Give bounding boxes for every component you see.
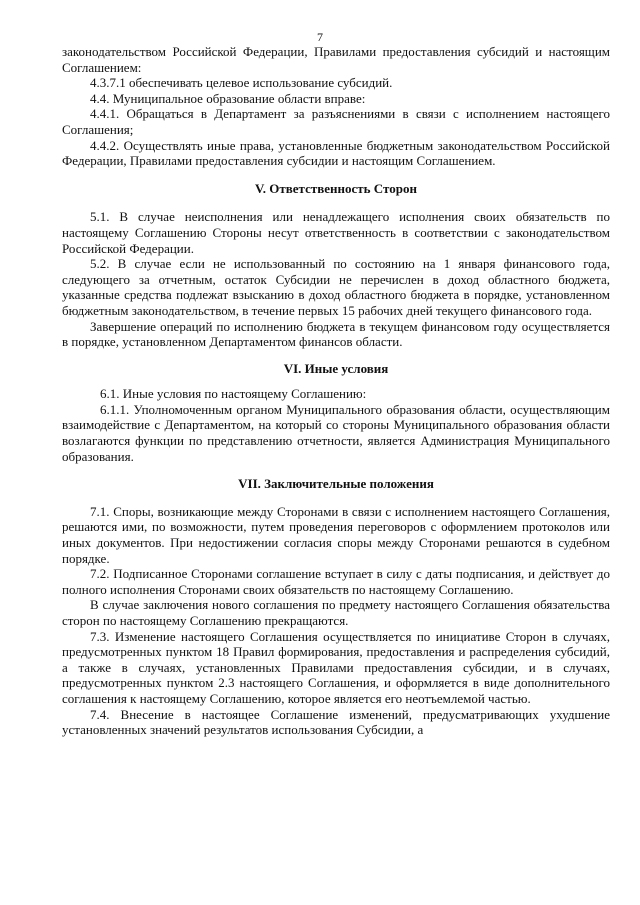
paragraph-7-4: 7.4. Внесение в настоящее Соглашение изменений, предусматривающих ухудшение установленных значений результатов использования Субсидии, а <box>62 706 610 738</box>
page-number: 7 <box>317 30 323 44</box>
section-6-title: VI. Иные условия <box>283 360 389 376</box>
paragraph-4-3-7-1: 4.3.7.1 обеспечивать целевое использование субсидий. <box>90 75 393 91</box>
paragraph-7-3: 7.3. Изменение настоящего Соглашения осуществляется по инициативе Сторон в случаях, предусмотренных пунктом 18 Правил формирования, предоставления и распределения субсидий, а также в случаях, установленных Правилами предоставления субсидии, и в случаях, предусмотренных пунктом 2.3 настоящего Соглашения, и оформляется в виде дополнительного соглашения к настоящему Соглашению, которое является его неотъемлемой частью. <box>62 628 610 706</box>
paragraph-4-4-1: 4.4.1. Обращаться в Департамент за разъяснениями в связи с исполнением настоящего Соглашения; <box>62 106 610 137</box>
paragraph-5-2: 5.2. В случае если не использованный по состоянию на 1 января финансового года, следующего за отчетным, остаток Субсидии не перечислен в доход областного бюджета, указанные средства подлежат взысканию в доход областного бюджета в порядке, установленном бюджетным законодательством, в течение первых 15 рабочих дней текущего финансового года. <box>62 256 610 318</box>
section-7-title: VII. Заключительные положения <box>238 476 434 492</box>
paragraph-continuation: законодательством Российской Федерации, Правилами предоставления субсидий и настоящим Соглашением: <box>62 44 610 75</box>
paragraph-4-4-2: 4.4.2. Осуществлять иные права, установленные бюджетным законодательством Российской Федерации, Правилами предоставления субсидии и настоящим Соглашением. <box>62 137 610 169</box>
paragraph-6-1: 6.1. Иные условия по настоящему Соглашению: <box>100 386 367 402</box>
paragraph-7-2-new-agreement: В случае заключения нового соглашения по предмету настоящего Соглашения обязательства сторон по настоящему Соглашению прекращаются. <box>62 597 610 628</box>
paragraph-6-1-1: 6.1.1. Уполномоченным органом Муниципального образования области, осуществляющим взаимодействие с Департаментом, на который со стороны Муниципального образования области возлагаются функции по представлению отчетности, является Администрация Муниципального образования. <box>62 401 610 464</box>
paragraph-5-1: 5.1. В случае неисполнения или ненадлежащего исполнения своих обязательств по настоящему Соглашению Стороны несут ответственность в соответствии с законодательством Российской Федерации. <box>62 209 610 256</box>
section-5-title: V. Ответственность Сторон <box>255 180 417 196</box>
paragraph-7-1: 7.1. Споры, возникающие между Сторонами в связи с исполнением настоящего Соглашения, решаются ими, по возможности, путем проведения переговоров с оформлением протоколов или иных документов. При недостижении согласия споры между Сторонами решаются в судебном порядке. <box>62 503 610 566</box>
paragraph-5-budget-completion: Завершение операций по исполнению бюджета в текущем финансовом году осуществляется в порядке, установленном Департаментом финансов области. <box>62 318 610 350</box>
document-body <box>62 44 610 738</box>
paragraph-7-2: 7.2. Подписанное Сторонами соглашение вступает в силу с даты подписания, и действует до полного исполнения Сторонами своих обязательств по настоящему Соглашению. <box>62 566 610 597</box>
paragraph-4-4: 4.4. Муниципальное образование области вправе: <box>90 90 366 106</box>
